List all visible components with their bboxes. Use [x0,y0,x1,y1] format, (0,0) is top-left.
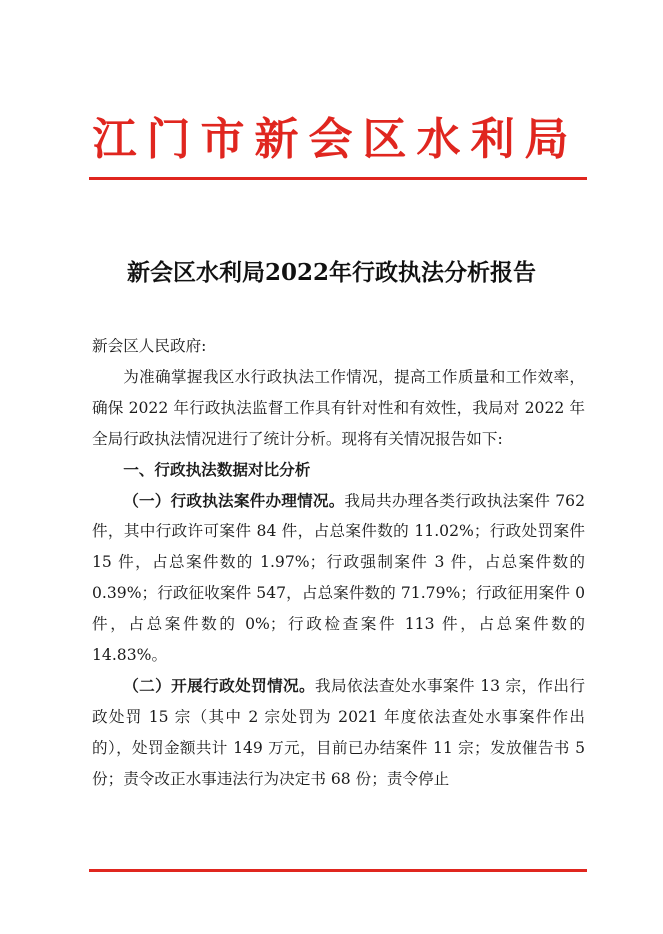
subsection-2-paragraph [92,671,585,795]
salutation: 新会区人民政府: [92,337,207,355]
section-heading-1: 一、行政执法数据对比分析 [123,460,311,479]
intro-paragraph: 为准确掌握我区水行政执法工作情况，提高工作质量和工作效率，确保 2022 年行政执法监督工作具有针对性和有效性，我局对 2022 年全局行政执法情况进行了统计分析。现将有关情况报告如下: [92,367,585,448]
document-body [92,331,585,795]
footer-red-rule [89,869,587,872]
subsection-1-text: 我局共办理各类行政执法案件 762 件，其中行政许可案件 84 件，占总案件数的 11.02%；行政处罚案件 15 件，占总案件数的 1.97%；行政强制案件 3 件，占总案件数的 0.39%；行政征收案件 547，占总案件数的 71.79%；行政征用案件 0 件，占总案件数的 0%；行政检查案件 113 件，占总案件数的 14.83%。 [92,491,585,665]
subsection-2-lead: （二）开展行政处罚情况。 [123,676,316,695]
document-title: 新会区水利局2022年行政执法分析报告 [126,259,536,286]
subsection-1-lead: （一）行政执法案件办理情况。 [123,491,345,510]
subsection-2-text: 我局依法查处水事案件 13 宗，作出行政处罚 15 宗（其中 2 宗处罚为 2021 年度依法查处水事案件作出的），处罚金额共计 149 万元，目前已办结案件 11 宗；发放催告书 5 份；责令改正水事违法行为决定书 68 份；责令停止 [92,676,585,788]
letterhead-red-rule-top [89,177,587,180]
subsection-1-paragraph [92,486,585,671]
letterhead-org-name: 江门市新会区水利局 [92,114,579,165]
